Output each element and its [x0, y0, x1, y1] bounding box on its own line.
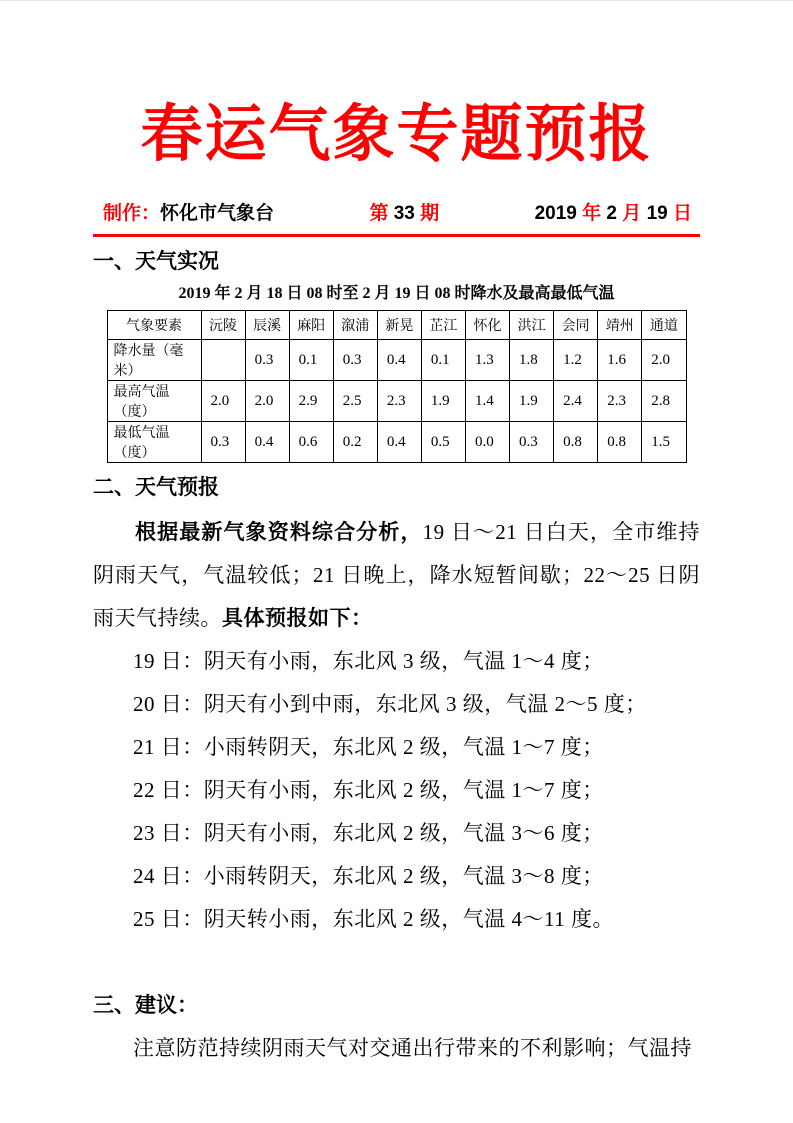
issue-text-part: 第 [369, 203, 394, 224]
table-cell-value: 0.4 [377, 340, 421, 381]
section-heading-observation: 一、天气实况 [93, 250, 219, 273]
table-cell-value: 0.8 [554, 422, 598, 463]
meta-row [93, 201, 700, 227]
table-column-header: 气象要素 [107, 311, 201, 340]
section-heading-forecast: 二、天气预报 [93, 476, 219, 499]
date-text-part: 日 [672, 203, 692, 224]
table-cell-value: 2.4 [554, 381, 598, 422]
page-content [0, 1, 793, 1123]
table-column-header: 会同 [554, 311, 598, 340]
table-cell-value: 1.4 [465, 381, 509, 422]
date-text-part: 2 [606, 203, 623, 224]
section-heading-advice: 三、建议： [93, 994, 198, 1017]
table-column-header: 辰溪 [245, 311, 289, 340]
issue-number-line [369, 201, 439, 227]
table-cell-value: 0.8 [598, 422, 642, 463]
daily-forecast-line: 22 日：阴天有小雨，东北风 2 级，气温 1～7 度； [133, 778, 604, 802]
forecast-summary-paragraph [93, 511, 700, 640]
table-cell-value: 1.3 [465, 340, 509, 381]
date-text-part: 年 [582, 203, 607, 224]
table-column-header: 洪江 [510, 311, 554, 340]
daily-forecast-line: 20 日：阴天有小到中雨，东北风 3 级，气温 2～5 度； [133, 692, 647, 716]
table-cell-value: 0.5 [421, 422, 465, 463]
table-row-label: 最高气温（度） [107, 381, 201, 422]
issue-text-part: 33 [393, 203, 421, 224]
date-text-part: 月 [622, 203, 647, 224]
issue-date-line [535, 201, 692, 227]
daily-forecast-list [93, 640, 700, 941]
forecast-tail-bold: 具体预报如下： [222, 607, 373, 630]
table-column-header: 通道 [642, 311, 686, 340]
table-cell-value: 2.0 [245, 381, 289, 422]
table-cell-value: 1.9 [510, 381, 554, 422]
daily-forecast-line: 24 日：小雨转阴天，东北风 2 级，气温 3～8 度； [133, 864, 604, 888]
header-divider-rule [93, 234, 700, 237]
table-cell-value: 1.5 [642, 422, 686, 463]
table-cell-value: 0.3 [333, 340, 377, 381]
producer-text-part: 制作： [103, 203, 161, 224]
table-cell-value [201, 340, 245, 381]
advice-paragraph: 注意防范持续阴雨天气对交通出行带来的不利影响；气温持 [133, 1036, 692, 1060]
date-text-part: 2019 [534, 203, 583, 224]
table-cell-value: 1.2 [554, 340, 598, 381]
table-cell-value: 2.9 [289, 381, 333, 422]
producer-line [103, 201, 274, 227]
weather-table-caption: 2019 年 2 月 18 日 08 时至 2 月 19 日 08 时降水及最高最低气温 [178, 285, 615, 302]
table-column-header: 芷江 [421, 311, 465, 340]
table-column-header: 新晃 [377, 311, 421, 340]
table-cell-value: 1.9 [421, 381, 465, 422]
table-cell-value: 2.3 [598, 381, 642, 422]
forecast-lead-bold: 根据最新气象资料综合分析， [135, 521, 423, 544]
table-cell-value: 2.0 [201, 381, 245, 422]
table-cell-value: 1.8 [510, 340, 554, 381]
table-cell-value: 2.8 [642, 381, 686, 422]
table-cell-value: 0.1 [421, 340, 465, 381]
table-column-header: 靖州 [598, 311, 642, 340]
table-cell-value: 0.3 [201, 422, 245, 463]
table-cell-value: 0.3 [245, 340, 289, 381]
table-row-label: 最低气温（度） [107, 422, 201, 463]
table-cell-value: 0.6 [289, 422, 333, 463]
weather-observation-table [107, 310, 687, 463]
table-cell-value: 2.0 [642, 340, 686, 381]
table-column-header: 怀化 [465, 311, 509, 340]
producer-text-part: 怀化市气象台 [160, 203, 275, 224]
table-cell-value: 0.0 [465, 422, 509, 463]
daily-forecast-line: 23 日：阴天有小雨，东北风 2 级，气温 3～6 度； [133, 821, 604, 845]
forecast-body-text: 19 日～21 日白天，全市维持阴雨天气，气温较低；21 日晚上，降水短暂间歇；22～25 日阴雨天气持续。 [93, 520, 700, 630]
table-column-header: 麻阳 [289, 311, 333, 340]
document-title: 春运气象专题预报 [140, 101, 653, 169]
table-row-label: 降水量（毫米） [107, 340, 201, 381]
table-cell-value: 1.6 [598, 340, 642, 381]
daily-forecast-line: 21 日：小雨转阴天，东北风 2 级，气温 1～7 度； [133, 735, 604, 759]
date-text-part: 19 [646, 203, 673, 224]
table-row [107, 340, 686, 381]
daily-forecast-line: 19 日：阴天有小雨，东北风 3 级，气温 1～4 度； [133, 649, 604, 673]
issue-text-part: 期 [420, 203, 440, 224]
table-cell-value: 2.3 [377, 381, 421, 422]
table-cell-value: 0.4 [245, 422, 289, 463]
table-column-header: 沅陵 [201, 311, 245, 340]
daily-forecast-line: 25 日：阴天转小雨，东北风 2 级，气温 4～11 度。 [133, 907, 614, 931]
table-cell-value: 0.4 [377, 422, 421, 463]
table-cell-value: 0.2 [333, 422, 377, 463]
table-row [107, 422, 686, 463]
table-body [107, 340, 686, 463]
table-cell-value: 0.1 [289, 340, 333, 381]
table-column-header: 溆浦 [333, 311, 377, 340]
table-header-row [107, 311, 686, 340]
table-cell-value: 2.5 [333, 381, 377, 422]
table-cell-value: 0.3 [510, 422, 554, 463]
table-row [107, 381, 686, 422]
